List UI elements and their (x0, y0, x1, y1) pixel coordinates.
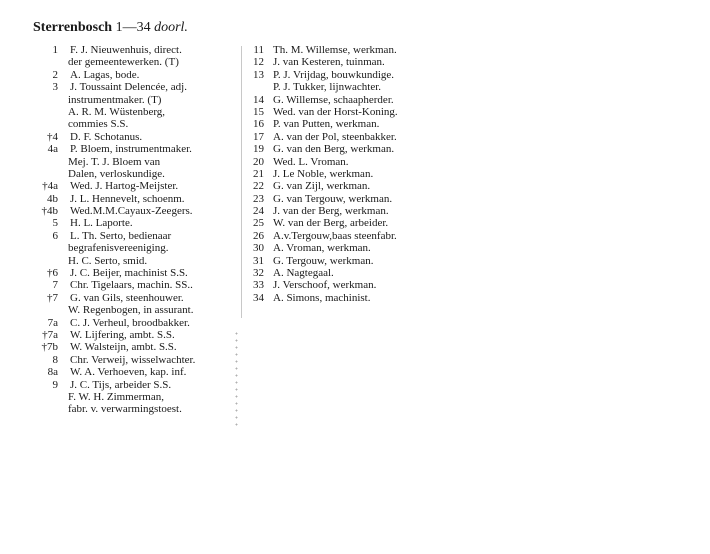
resident-text: L. Th. Serto, bedienaar (70, 229, 172, 242)
directory-entry (244, 230, 440, 242)
resident-text: J. C. Beijer, machinist S.S. (70, 267, 188, 280)
resident-text: G. van Zijl, werkman. (273, 180, 371, 193)
house-number: 26 (253, 229, 264, 242)
resident-text: fabr. v. verwarmingstoest. (68, 403, 182, 416)
directory-entry (244, 217, 440, 229)
directory-entry (20, 81, 242, 93)
directory-entry (20, 230, 242, 242)
house-number: 1 (52, 44, 58, 56)
directory-entry (244, 180, 440, 192)
directory-entry (20, 304, 242, 316)
resident-text: J. Verschoof, werkman. (273, 279, 377, 292)
resident-text: A. Nagtegaal. (273, 267, 334, 280)
directory-entry (20, 255, 242, 267)
house-number: 4a (47, 143, 58, 156)
resident-text: A. R. M. Wüstenberg, (68, 105, 166, 118)
directory-entry (244, 44, 440, 56)
house-number: 22 (253, 180, 264, 193)
resident-text: W. van der Berg, arbeider. (273, 217, 389, 230)
left-column (20, 44, 242, 416)
house-number: 7a (47, 316, 58, 329)
resident-text: G. Tergouw, werkman. (273, 254, 374, 267)
house-number: 23 (253, 192, 264, 205)
resident-text: W. Lijfering, ambt. S.S. (70, 328, 175, 341)
house-number: 2 (52, 68, 58, 81)
house-number: †4 (47, 130, 58, 143)
resident-text: F. W. H. Zimmerman, (68, 390, 164, 403)
resident-text: F. J. Nieuwenhuis, direct. (70, 44, 182, 56)
directory-entry (244, 106, 440, 118)
directory-entry (20, 354, 242, 366)
resident-text: Th. M. Willemse, werkman. (273, 44, 397, 56)
resident-text: Dalen, verloskundige. (68, 167, 165, 180)
resident-text: J. Le Noble, werkman. (273, 167, 374, 180)
directory-entry (20, 341, 242, 353)
house-number: †7 (47, 291, 58, 304)
directory-entry (20, 391, 242, 403)
resident-text: A. van der Pol, steenbakker. (273, 130, 397, 143)
directory-entry (20, 56, 242, 68)
house-number: †4b (41, 205, 58, 218)
resident-text: W. Walsteijn, ambt. S.S. (70, 341, 177, 354)
house-number: 6 (52, 229, 58, 242)
house-number: 16 (253, 118, 264, 131)
house-number: 30 (253, 242, 264, 255)
resident-text: P. van Putten, werkman. (273, 118, 380, 131)
resident-text: G. van Tergouw, werkman. (273, 192, 393, 205)
directory-entry (20, 44, 242, 56)
directory-entry (20, 317, 242, 329)
house-number: 14 (253, 93, 264, 106)
house-number: †4a (42, 180, 58, 193)
resident-text: C. J. Verheul, broodbakker. (70, 316, 190, 329)
resident-text: D. F. Schotanus. (70, 130, 143, 143)
resident-text: A. Vroman, werkman. (273, 242, 371, 255)
resident-text: J. L. Hennevelt, schoenm. (70, 192, 185, 205)
resident-text: A.v.Tergouw,baas steenfabr. (273, 229, 397, 242)
right-column (244, 44, 440, 304)
directory-entry (244, 69, 440, 81)
house-number: 8a (47, 366, 58, 379)
house-number: 33 (253, 279, 264, 292)
directory-entry (244, 56, 440, 68)
directory-entry (20, 180, 242, 192)
scan-speckle (233, 330, 240, 430)
house-number: 4b (47, 192, 58, 205)
resident-text: J. van Kesteren, tuinman. (273, 56, 385, 69)
directory-entry (20, 379, 242, 391)
directory-entry (244, 118, 440, 130)
house-number: 8 (52, 353, 58, 366)
resident-text: Wed. J. Hartog-Meijster. (70, 180, 179, 193)
house-number: †6 (47, 267, 58, 280)
directory-entry (20, 217, 242, 229)
directory-entry (20, 143, 242, 155)
directory-entry (244, 143, 440, 155)
resident-text: P. J. Tukker, lijnwachter. (273, 81, 382, 94)
house-number-range: 1—34 (115, 20, 151, 35)
resident-text: Wed.M.M.Cayaux-Zeegers. (70, 205, 193, 218)
directory-entry (20, 366, 242, 378)
resident-text: Wed. L. Vroman. (273, 155, 349, 168)
street-heading (33, 19, 188, 37)
directory-entry (244, 292, 440, 304)
house-number: 34 (253, 291, 264, 304)
house-number: 7 (52, 279, 58, 292)
directory-entry (20, 118, 242, 130)
directory-entry (20, 403, 242, 415)
resident-text: Wed. van der Horst-Koning. (273, 105, 398, 118)
directory-entry (20, 329, 242, 341)
house-number: 5 (52, 217, 58, 230)
column-divider (241, 46, 242, 318)
directory-entry (244, 255, 440, 267)
directory-entry (244, 267, 440, 279)
house-number: †7a (42, 328, 58, 341)
house-number: 9 (52, 378, 58, 391)
resident-text: G. van Gils, steenhouwer. (70, 291, 184, 304)
directory-entry (244, 279, 440, 291)
resident-text: Chr. Verweij, wisselwachter. (70, 353, 196, 366)
directory-entry (20, 193, 242, 205)
directory-entry (244, 94, 440, 106)
house-number: 31 (253, 254, 264, 267)
directory-entry (20, 69, 242, 81)
continued-label: doorl. (154, 20, 188, 35)
house-number: 21 (253, 167, 264, 180)
resident-text: A. Lagas, bode. (70, 68, 140, 81)
directory-entry (20, 106, 242, 118)
directory-entry (20, 267, 242, 279)
directory-entry (244, 131, 440, 143)
directory-entry (20, 168, 242, 180)
resident-text: A. Simons, machinist. (273, 291, 371, 304)
resident-text: instrumentmaker. (T) (68, 93, 162, 106)
resident-text: begrafenisvereeniging. (68, 242, 169, 255)
resident-text: commies S.S. (68, 118, 129, 131)
directory-entry (244, 193, 440, 205)
street-name: Sterrenbosch (33, 20, 113, 35)
directory-entry (244, 168, 440, 180)
directory-entry (20, 242, 242, 254)
house-number: 19 (253, 143, 264, 156)
directory-entry (20, 94, 242, 106)
resident-text: J. C. Tijs, arbeider S.S. (70, 378, 172, 391)
house-number: 15 (253, 105, 264, 118)
resident-text: W. A. Verhoeven, kap. inf. (70, 366, 187, 379)
resident-text: J. van der Berg, werkman. (273, 205, 389, 218)
house-number: 24 (253, 205, 264, 218)
directory-entry (20, 156, 242, 168)
house-number: †7b (41, 341, 58, 354)
resident-text: J. Toussaint Delencée, adj. (70, 81, 187, 94)
house-number: 17 (253, 130, 264, 143)
directory-entry (244, 156, 440, 168)
resident-text: W. Regenbogen, in assurant. (68, 304, 194, 317)
resident-text: H. L. Laporte. (70, 217, 133, 230)
resident-text: P. J. Vrijdag, bouwkundige. (273, 68, 395, 81)
resident-text: G. Willemse, schaapherder. (273, 93, 394, 106)
resident-text: Mej. T. J. Bloem van (68, 155, 161, 168)
house-number: 13 (253, 68, 264, 81)
resident-text: H. C. Serto, smid. (68, 254, 148, 267)
directory-entry (244, 242, 440, 254)
house-number: 32 (253, 267, 264, 280)
directory-entry (20, 131, 242, 143)
resident-text: Chr. Tigelaars, machin. SS.. (70, 279, 193, 292)
directory-entry (244, 81, 440, 93)
house-number: 3 (52, 81, 58, 94)
house-number: 12 (253, 56, 264, 69)
directory-entry (244, 205, 440, 217)
directory-entry (20, 279, 242, 291)
resident-text: der gemeentewerken. (T) (68, 56, 179, 69)
resident-text: G. van den Berg, werkman. (273, 143, 395, 156)
house-number: 20 (253, 155, 264, 168)
resident-text: P. Bloem, instrumentmaker. (70, 143, 192, 156)
house-number: 11 (253, 44, 264, 56)
directory-entry (20, 292, 242, 304)
directory-entry (20, 205, 242, 217)
house-number: 25 (253, 217, 264, 230)
